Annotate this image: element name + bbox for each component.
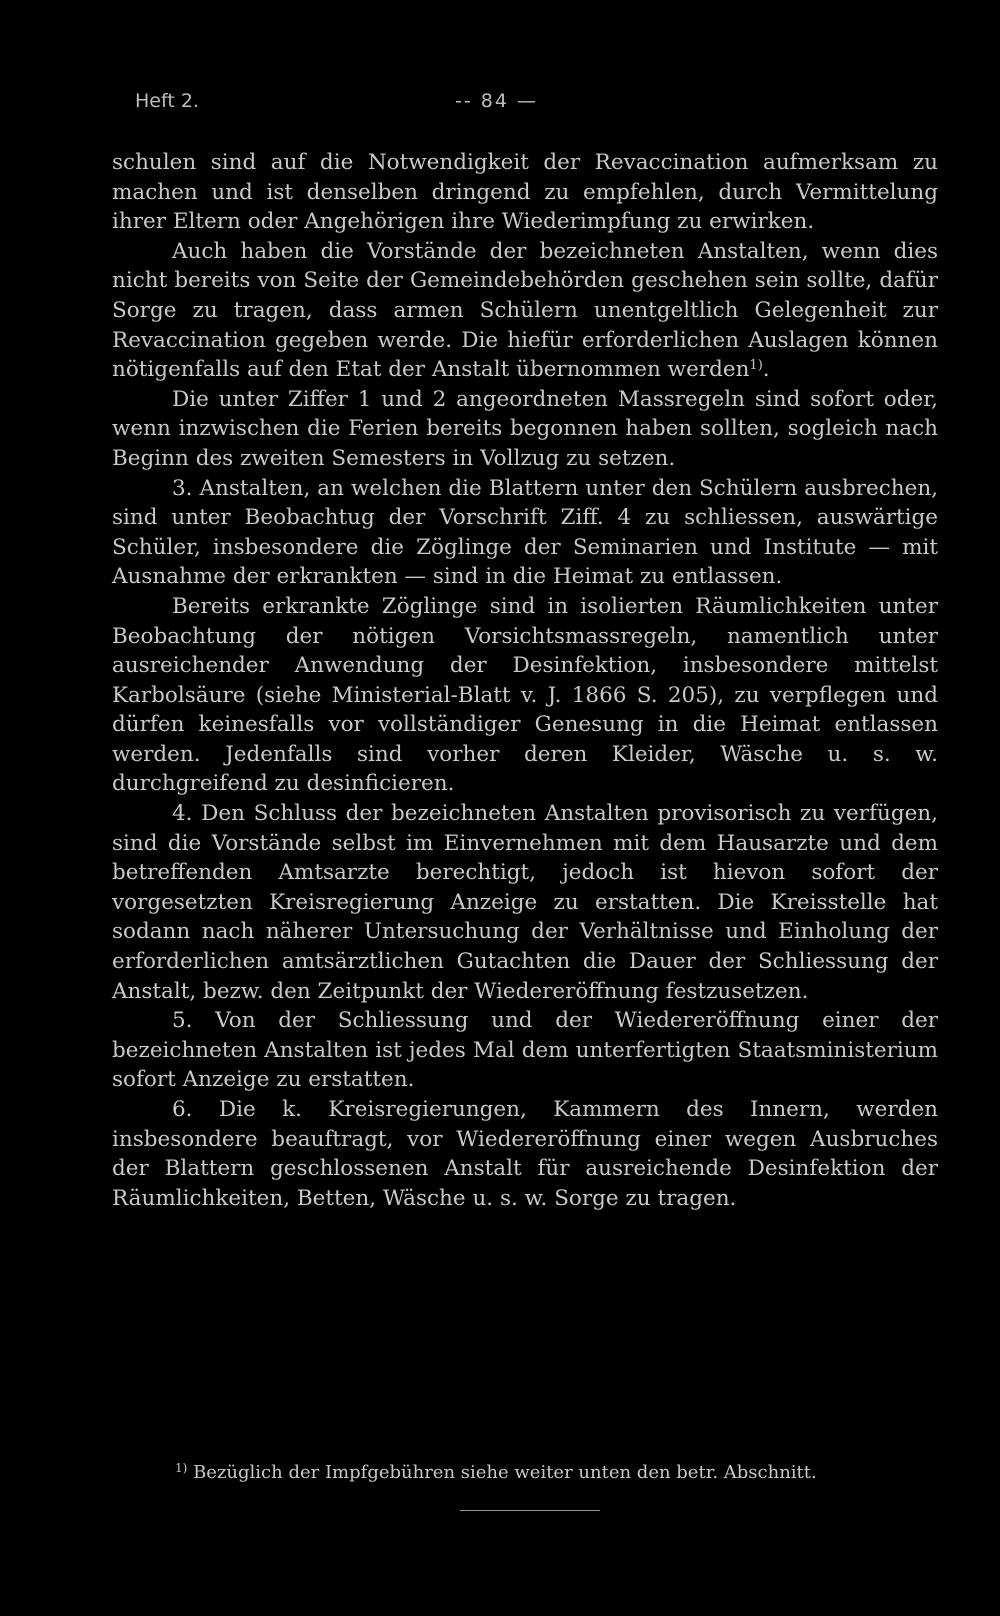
paragraph	[112, 237, 938, 385]
page-header	[0, 90, 1000, 118]
paragraph: 4. Den Schluss der bezeichneten Anstalten provisorisch zu verfügen, sind die Vorstände selbst im Einvernehmen mit dem Hausarzte und dem betreffenden Amtsarzte berechtigt, jedoch ist hievon sofort der vorgesetzten Kreisregierung Anzeige zu erstatten. Die Kreisstelle hat sodann nach näherer Untersuchung der Verhältnisse und Einholung der erforderlichen amtsärztlichen Gutachten die Dauer der Schliessung der Anstalt, bezw. den Zeitpunkt der Wiedereröffnung festzusetzen.	[112, 801, 938, 1004]
footnote-marker: 1)	[175, 1461, 188, 1475]
footnote	[175, 1456, 945, 1485]
paragraph: Bereits erkrankte Zöglinge sind in isolierten Räumlichkeiten unter Beobachtung der nötigen Vorsichtsmassregeln, namentlich unter ausreichender Anwendung der Desinfektion, insbesondere mittelst Karbolsäure (siehe Ministerial-Blatt v. J. 1866 S. 205), zu verpflegen und dürfen keinesfalls vor vollständiger Genesung in die Heimat entlassen werden. Jedenfalls sind vorher deren Kleider, Wäsche u. s. w. durchgreifend zu desinficieren.	[112, 593, 938, 797]
issue-label: Heft 2.	[135, 90, 199, 112]
body-text	[112, 148, 938, 1213]
page-number: -- 84 —	[455, 90, 538, 112]
paragraph: Die unter Ziffer 1 und 2 angeordneten Massregeln sind sofort oder, wenn inzwischen die Ferien bereits begonnen haben sollten, sogleich nach Beginn des zweiten Semesters in Vollzug zu setzen.	[112, 386, 938, 471]
paragraph: 5. Von der Schliessung und der Wiedereröffnung einer der bezeichneten Anstalten ist jedes Mal dem unterfertigten Staatsministerium sofort Anzeige zu erstatten.	[112, 1008, 938, 1093]
paragraph: 6. Die k. Kreisregierungen, Kammern des Innern, werden insbesondere beauftragt, vor Wiedereröffnung einer wegen Ausbruches der Blattern geschlossenen Anstalt für ausreichende Desinfektion der Räumlichkeiten, Betten, Wäsche u. s. w. Sorge zu tragen.	[112, 1097, 938, 1211]
paragraph-text: Auch haben die Vorstände der bezeichneten Anstalten, wenn dies nicht bereits von Seite der Gemeindebehörden geschehen sein sollte, dafür Sorge zu tragen, dass armen Schülern unentgeltlich Gelegenheit zur Revaccination gegeben werde. Die hiefür erforderlichen Auslagen können nötigenfalls auf den Etat der Anstalt übernommen werden	[112, 238, 938, 383]
paragraph: 3. Anstalten, an welchen die Blattern unter den Schülern ausbrechen, sind unter Beobachtug der Vorschrift Ziff. 4 zu schliessen, auswärtige Schüler, insbesondere die Zöglinge der Seminarien und Institute — mit Ausnahme der erkrankten — sind in die Heimat zu entlassen.	[112, 475, 938, 590]
paragraph: schulen sind auf die Notwendigkeit der Revaccination aufmerksam zu machen und ist denselben dringend zu empfehlen, durch Vermittelung ihrer Eltern oder Angehörigen ihre Wiederimpfung zu erwirken.	[112, 150, 938, 235]
footer-rule	[460, 1510, 600, 1511]
footnote-reference: 1)	[749, 358, 763, 374]
paragraph-end: .	[762, 357, 770, 383]
footnote-text: Bezüglich der Impfgebühren siehe weiter unten den betr. Abschnitt.	[193, 1462, 817, 1483]
